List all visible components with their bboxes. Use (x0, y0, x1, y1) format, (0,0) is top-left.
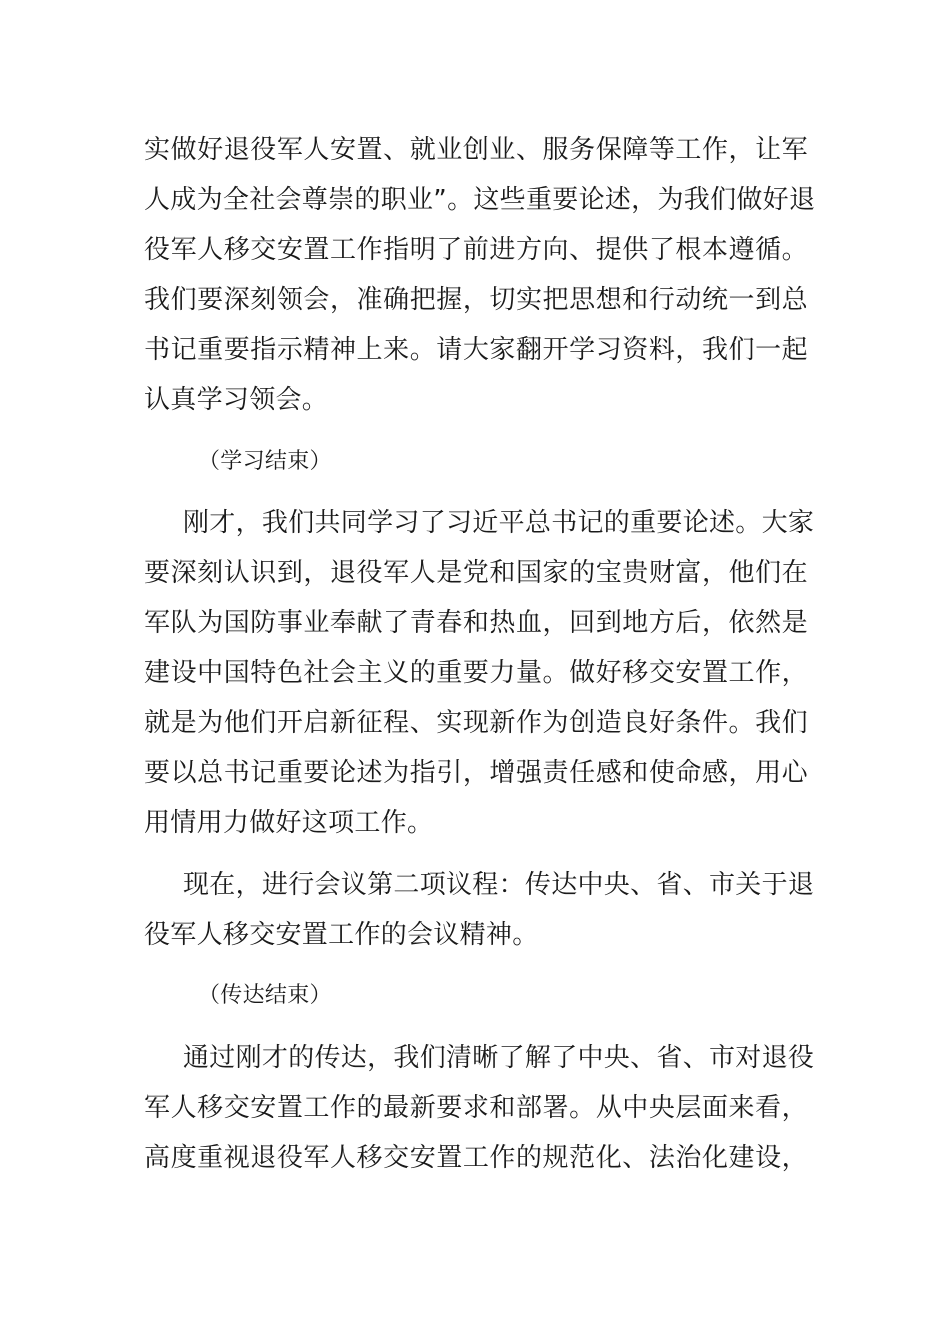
text-line: 军人移交安置工作的最新要求和部署。从中央层面来看， (144, 1093, 808, 1123)
stage-note: （传达结束） (198, 983, 332, 1008)
text-line: 书记重要指示精神上来。请大家翻开学习资料，我们一起 (144, 335, 808, 365)
stage-note: （学习结束） (198, 449, 332, 474)
text-line: 军队为国防事业奉献了青春和热血，回到地方后，依然是 (144, 608, 808, 638)
text-line: 我们要深刻领会，准确把握，切实把思想和行动统一到总 (144, 285, 808, 315)
text-line: 就是为他们开启新征程、实现新作为创造良好条件。我们 (144, 708, 808, 738)
text-line: 现在，进行会议第二项议程：传达中央、省、市关于退 (183, 870, 815, 900)
text-line: 高度重视退役军人移交安置工作的规范化、法治化建设， (144, 1143, 808, 1173)
text-line: 人成为全社会尊崇的职业”。这些重要论述，为我们做好退 (144, 185, 816, 215)
text-line: 建设中国特色社会主义的重要力量。做好移交安置工作， (144, 658, 808, 688)
text-line: 用情用力做好这项工作。 (144, 808, 434, 838)
text-line: 实做好退役军人安置、就业创业、服务保障等工作，让军 (144, 135, 808, 165)
text-line: 役军人移交安置工作指明了前进方向、提供了根本遵循。 (144, 235, 808, 265)
text-line: 认真学习领会。 (144, 385, 329, 415)
text-line: 要以总书记重要论述为指引，增强责任感和使命感，用心 (144, 758, 808, 788)
text-line: 通过刚才的传达，我们清晰了解了中央、省、市对退役 (183, 1043, 815, 1073)
text-line: 役军人移交安置工作的会议精神。 (144, 920, 539, 950)
text-line: 刚才，我们共同学习了习近平总书记的重要论述。大家 (183, 508, 815, 538)
text-line: 要深刻认识到，退役军人是党和国家的宝贵财富，他们在 (144, 558, 808, 588)
